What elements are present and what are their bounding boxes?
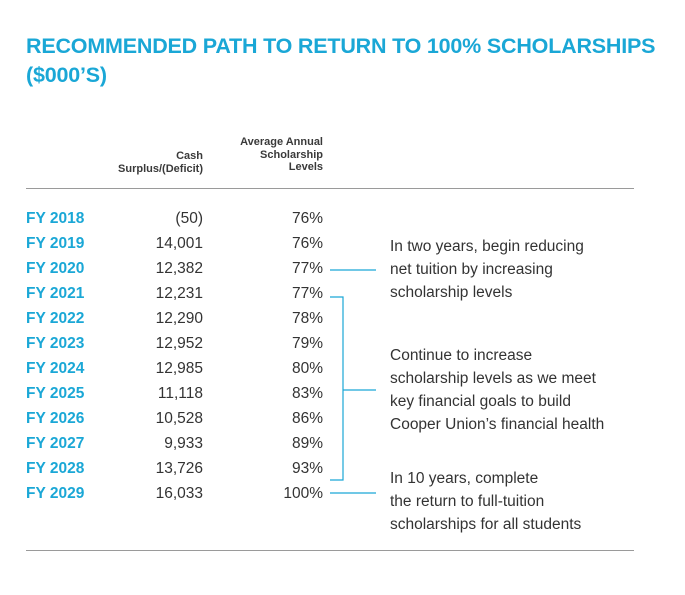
scholarship-level: 86% xyxy=(291,410,323,427)
cash-value: 12,290 xyxy=(155,310,203,327)
column-header-scholarship-line: Scholarship xyxy=(260,148,323,161)
scholarship-level: 89% xyxy=(291,435,323,452)
note-line: the return to full-tuition xyxy=(390,493,545,510)
fiscal-year: FY 2029 xyxy=(26,485,85,502)
cash-value: (50) xyxy=(175,210,203,227)
fiscal-year: FY 2027 xyxy=(26,435,85,452)
title-line-1: RECOMMENDED PATH TO RETURN TO 100% SCHOLARSHIPS xyxy=(26,34,656,58)
fiscal-year: FY 2028 xyxy=(26,460,85,477)
note-line: scholarships for all students xyxy=(390,516,582,533)
note-line: In two years, begin reducing xyxy=(390,238,584,255)
cash-value: 14,001 xyxy=(155,235,203,252)
scholarship-level: 77% xyxy=(291,285,323,302)
note-line: net tuition by increasing xyxy=(390,261,553,278)
column-header-scholarship-line: Average Annual xyxy=(240,136,323,148)
cash-value: 11,118 xyxy=(157,385,203,402)
note-line: Cooper Union’s financial health xyxy=(390,416,605,433)
fiscal-year: FY 2022 xyxy=(26,310,85,327)
footer-divider xyxy=(26,550,634,551)
column-header-scholarship-line: Levels xyxy=(288,161,323,173)
cash-value: 13,726 xyxy=(155,460,203,477)
note-line: scholarship levels as we meet xyxy=(390,370,596,387)
note-line: Continue to increase xyxy=(390,347,533,364)
column-header-cash-line: Cash xyxy=(176,150,203,162)
fiscal-year: FY 2026 xyxy=(26,410,85,427)
scholarship-level: 78% xyxy=(291,310,323,327)
scholarship-level: 76% xyxy=(291,210,323,227)
fiscal-year: FY 2023 xyxy=(26,335,85,352)
note-line: In 10 years, complete xyxy=(390,470,539,487)
cash-value: 12,985 xyxy=(155,360,203,377)
note-line: key financial goals to build xyxy=(390,393,571,410)
note-two-years xyxy=(390,235,584,304)
fiscal-year: FY 2019 xyxy=(26,235,85,252)
cash-value: 9,933 xyxy=(164,435,203,452)
scholarship-level: 77% xyxy=(291,260,323,277)
title-line-2: ($000’S) xyxy=(26,63,107,87)
fiscal-year: FY 2018 xyxy=(26,210,85,227)
connector-bracket-fy2021-fy2028 xyxy=(330,297,343,480)
cash-value: 10,528 xyxy=(155,410,203,427)
note-ten-years xyxy=(390,467,581,536)
cash-value: 12,952 xyxy=(155,335,203,352)
cash-value: 12,382 xyxy=(155,260,203,277)
scholarship-level: 100% xyxy=(283,485,323,502)
cash-value: 16,033 xyxy=(155,485,203,502)
cash-value: 12,231 xyxy=(155,285,203,302)
fiscal-year: FY 2025 xyxy=(26,385,85,402)
scholarship-level: 80% xyxy=(291,360,323,377)
fiscal-year: FY 2024 xyxy=(26,360,85,377)
scholarship-level: 76% xyxy=(291,235,323,252)
fiscal-year: FY 2021 xyxy=(26,285,85,302)
note-line: scholarship levels xyxy=(390,284,513,301)
scholarship-level: 83% xyxy=(291,385,323,402)
note-continue xyxy=(390,344,604,436)
column-header-cash-line: Surplus/(Deficit) xyxy=(118,162,203,175)
fiscal-year: FY 2020 xyxy=(26,260,85,277)
scholarship-level: 93% xyxy=(291,460,323,477)
scholarship-level: 79% xyxy=(291,335,323,352)
